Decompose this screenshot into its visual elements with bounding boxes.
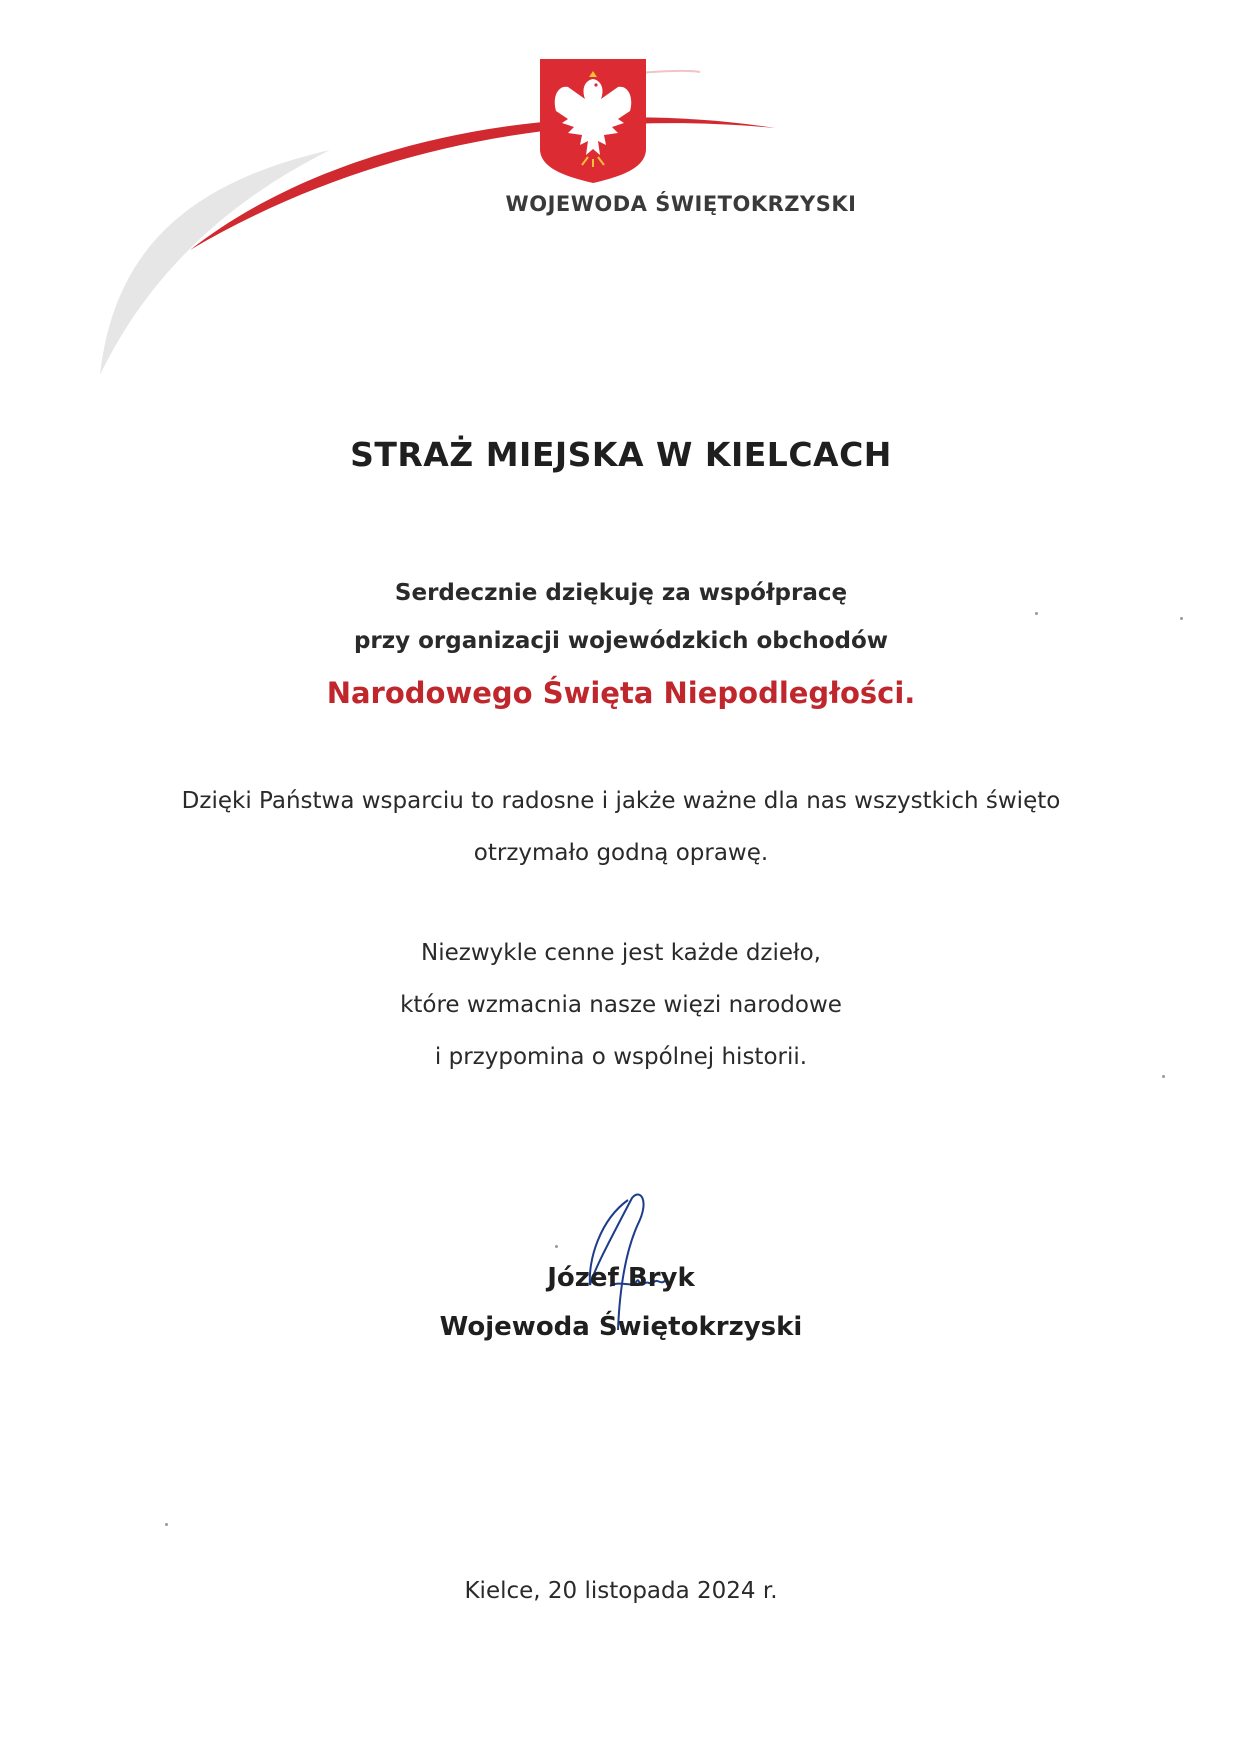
scan-speck: [1162, 1075, 1165, 1078]
signatory-name: Józef Bryk: [547, 1263, 695, 1293]
para2-line-3: i przypomina o wspólnej historii.: [434, 1044, 808, 1070]
recipient-title: STRAŻ MIEJSKA W KIELCACH: [350, 435, 892, 474]
scan-speck: [1035, 612, 1038, 615]
para1-line-1: Dzięki Państwa wsparciu to radosne i jakże ważne dla nas wszystkich święto: [181, 788, 1061, 814]
scan-speck: [555, 1245, 558, 1248]
para1-line-2: otrzymało godną oprawę.: [473, 840, 769, 866]
thanks-highlight: Narodowego Święta Niepodległości.: [326, 676, 916, 710]
thanks-line-1: Serdecznie dziękuję za współpracę: [394, 580, 848, 606]
org-name: WOJEWODA ŚWIĘTOKRZYSKI: [505, 192, 857, 216]
para2-line-2: które wzmacnia nasze więzi narodowe: [400, 992, 842, 1018]
scan-speck: [1180, 617, 1183, 620]
scan-speck: [165, 1523, 168, 1526]
eagle-emblem-icon: [538, 57, 648, 185]
para2-line-1: Niezwykle cenne jest każde dzieło,: [421, 940, 821, 966]
signatory-title: Wojewoda Świętokrzyski: [439, 1312, 803, 1342]
thanks-line-2: przy organizacji wojewódzkich obchodów: [353, 628, 889, 654]
place-date: Kielce, 20 listopada 2024 r.: [464, 1578, 778, 1604]
